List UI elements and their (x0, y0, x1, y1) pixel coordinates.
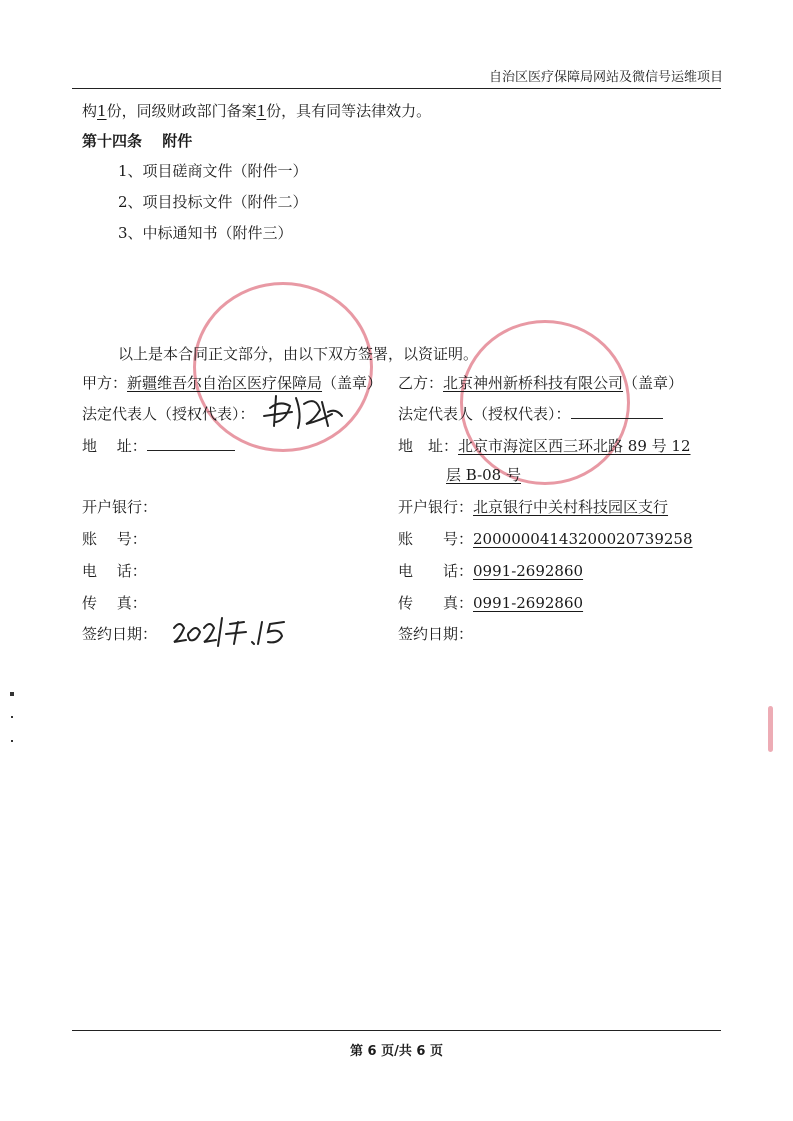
party-a-address-blank (147, 436, 235, 451)
attachment-item: 3、中标通知书（附件三） (118, 224, 293, 242)
party-a-account-label: 账 号： (82, 530, 147, 548)
party-b-address-line: 地 址：北京市海淀区西三环北路 89 号 12 (398, 437, 691, 455)
party-b-phone: 0991-2692860 (473, 562, 584, 580)
attachment-item: 2、项目投标文件（附件二） (118, 193, 308, 211)
article-heading: 第十四条 附件 (82, 132, 193, 150)
seal-edge-mark (768, 706, 773, 752)
party-b-name: 北京神州新桥科技有限公司 (443, 374, 624, 392)
copies-count-1: 1 (97, 102, 107, 120)
party-b-account: 20000004143200020739258 (473, 530, 693, 548)
party-b-phone-line: 电 话：0991-2692860 (398, 562, 584, 580)
party-a-address-line: 地 址： (82, 435, 235, 457)
party-a-handwritten-date (172, 612, 290, 648)
footer-rule (72, 1030, 721, 1031)
party-a-bank-label: 开户银行： (82, 498, 158, 516)
party-a-date-label: 签约日期： (82, 625, 158, 643)
party-b-date-label: 签约日期： (398, 625, 474, 643)
party-a-phone-label: 电 话： (82, 562, 147, 580)
copies-line: 构1份，同级财政部门备案1份，具有同等法律效力。 (82, 102, 432, 120)
party-b-bank-line: 开户银行：北京银行中关村科技园区支行 (398, 498, 669, 516)
attachment-item: 1、项目磋商文件（附件一） (118, 162, 308, 180)
signing-statement: 以上是本合同正文部分，由以下双方签署，以资证明。 (118, 345, 479, 363)
party-b-account-line: 账 号：20000004143200020739258 (398, 530, 693, 548)
copies-count-2: 1 (256, 102, 267, 120)
party-a-rep-label: 法定代表人（授权代表）： (82, 405, 255, 423)
party-b-rep-blank (571, 404, 663, 419)
party-b-fax-line: 传 真：0991-2692860 (398, 594, 584, 612)
party-b-bank: 北京银行中关村科技园区支行 (473, 498, 669, 516)
header-rule (72, 88, 721, 89)
party-b-address-2: 层 B-08 号 (446, 466, 521, 484)
scan-mark (11, 740, 13, 742)
scan-mark (11, 716, 13, 718)
party-a-fax-label: 传 真： (82, 594, 147, 612)
party-b-rep-line: 法定代表人（授权代表）： (398, 403, 663, 425)
scan-mark (10, 692, 14, 696)
party-a-name-line: 甲方：新疆维吾尔自治区医疗保障局（盖章） (82, 374, 383, 392)
party-b-address-1: 北京市海淀区西三环北路 89 号 12 (458, 437, 691, 455)
party-a-signature (262, 390, 344, 432)
party-a-name: 新疆维吾尔自治区医疗保障局 (127, 374, 323, 392)
party-b-name-line: 乙方：北京神州新桥科技有限公司（盖章） (398, 374, 684, 392)
header-title: 自治区医疗保障局网站及微信号运维项目 (488, 70, 723, 85)
party-b-fax: 0991-2692860 (473, 594, 584, 612)
page-number: 第 6 页/共 6 页 (350, 1044, 443, 1059)
